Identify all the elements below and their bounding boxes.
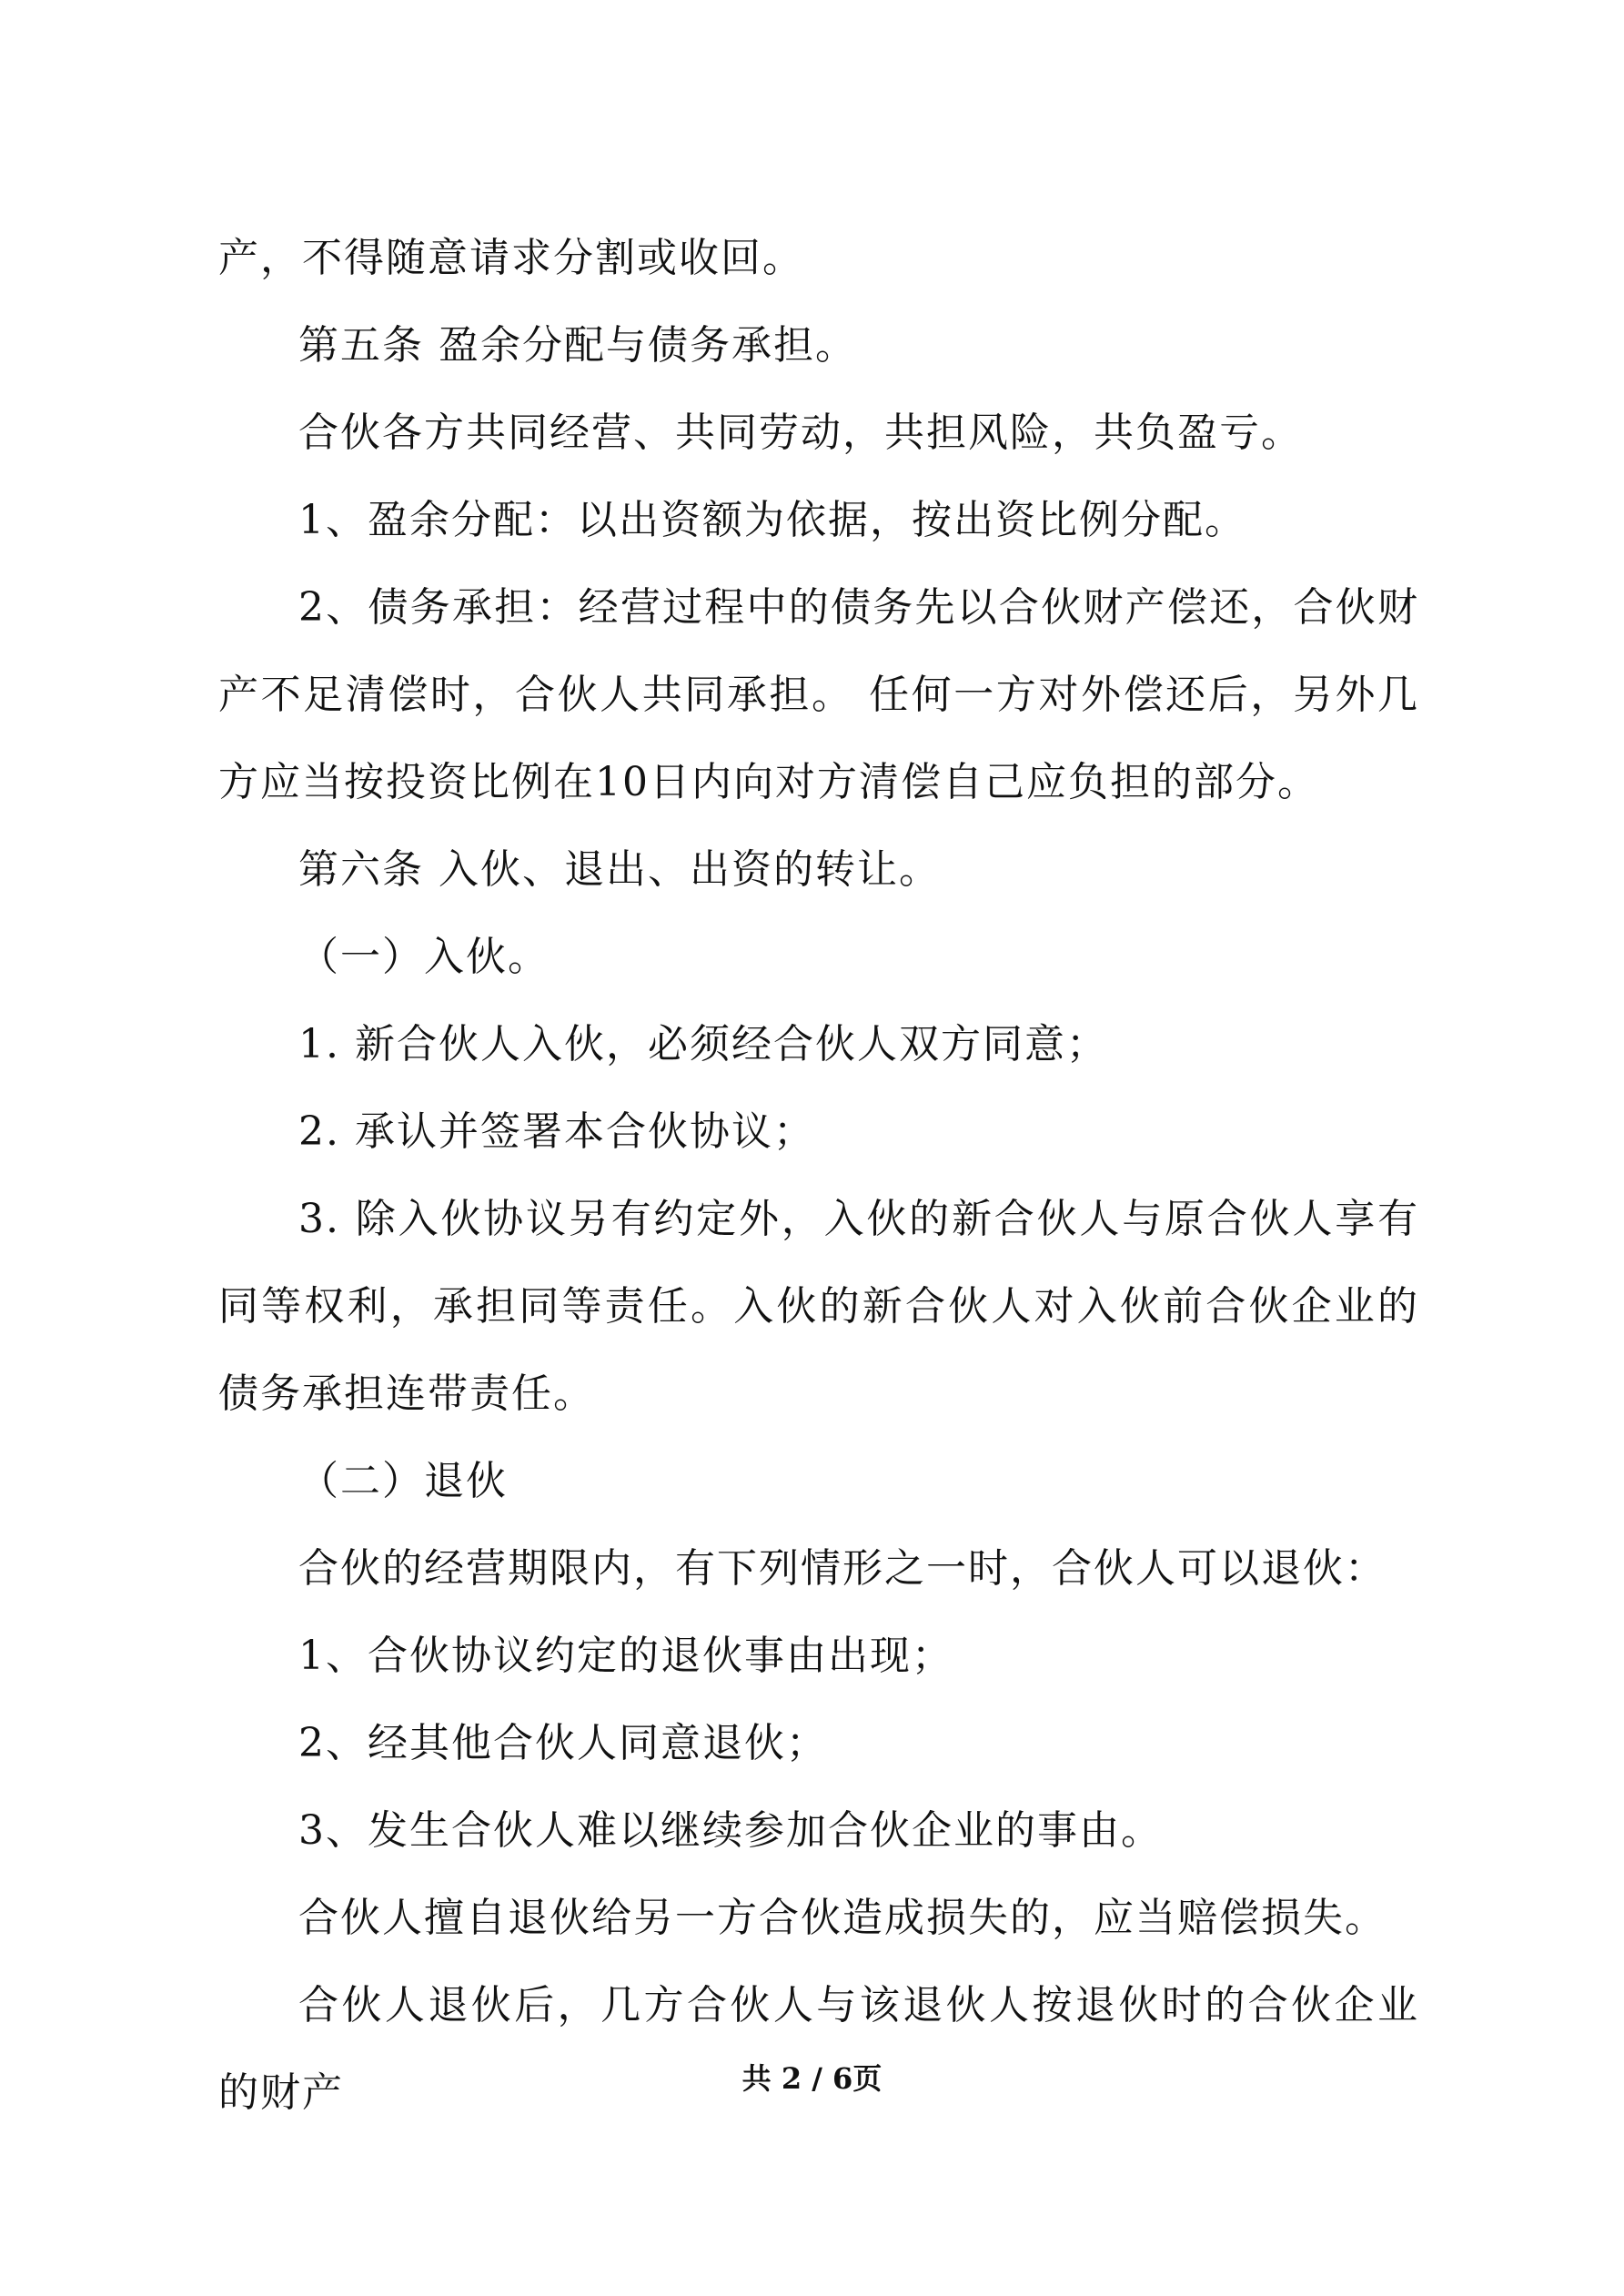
paragraph: 2、经其他合伙人同意退伙； xyxy=(298,1720,828,1766)
paragraph: 3. 除入伙协议另有约定外，入伙的新合伙人与原合伙人享有同等权利，承担同等责任。入伙的新合伙人对入伙前合伙企业的债务承担连带责任。 xyxy=(218,1196,1419,1417)
paragraph: 1、盈余分配：以出资额为依据，按出资比例分配。 xyxy=(298,497,1246,543)
paragraph: 2. 承认并签署本合伙协议； xyxy=(298,1108,815,1155)
paragraph: 2、债务承担：经营过程中的债务先以合伙财产偿还，合伙财产不足清偿时，合伙人共同承担。 任何一方对外偿还后，另外几方应当按投资比例在10日内向对方清偿自己应负担的部分。 xyxy=(218,584,1419,805)
paragraph: 合伙人擅自退伙给另一方合伙造成损失的，应当赔偿损失。 xyxy=(298,1895,1387,1941)
paragraph: 1. 新合伙人入伙，必须经合伙人双方同意； xyxy=(298,1021,1108,1067)
paragraph: 3、发生合伙人难以继续参加合伙企业的事由。 xyxy=(298,1807,1163,1854)
paragraph: 1、合伙协议约定的退伙事由出现； xyxy=(298,1633,953,1679)
document-body xyxy=(218,215,1419,2137)
page-footer: 共 2 / 6页 xyxy=(741,2061,883,2096)
paragraph: 合伙各方共同经营、共同劳动，共担风险，共负盈亏。 xyxy=(298,410,1303,456)
paragraph: 第五条 盈余分配与债务承担。 xyxy=(298,322,857,369)
paragraph: 合伙人退伙后，几方合伙人与该退伙人按退伙时的合伙企业的财产 xyxy=(218,1982,1419,2116)
paragraph: （二）退伙 xyxy=(298,1458,508,1504)
paragraph: 第六条 入伙、退出、出资的转让。 xyxy=(298,846,941,893)
paragraph: （一）入伙。 xyxy=(298,934,550,980)
paragraph: 产，不得随意请求分割或收回。 xyxy=(218,235,804,281)
paragraph: 合伙的经营期限内，有下列情形之一时，合伙人可以退伙： xyxy=(298,1545,1387,1592)
